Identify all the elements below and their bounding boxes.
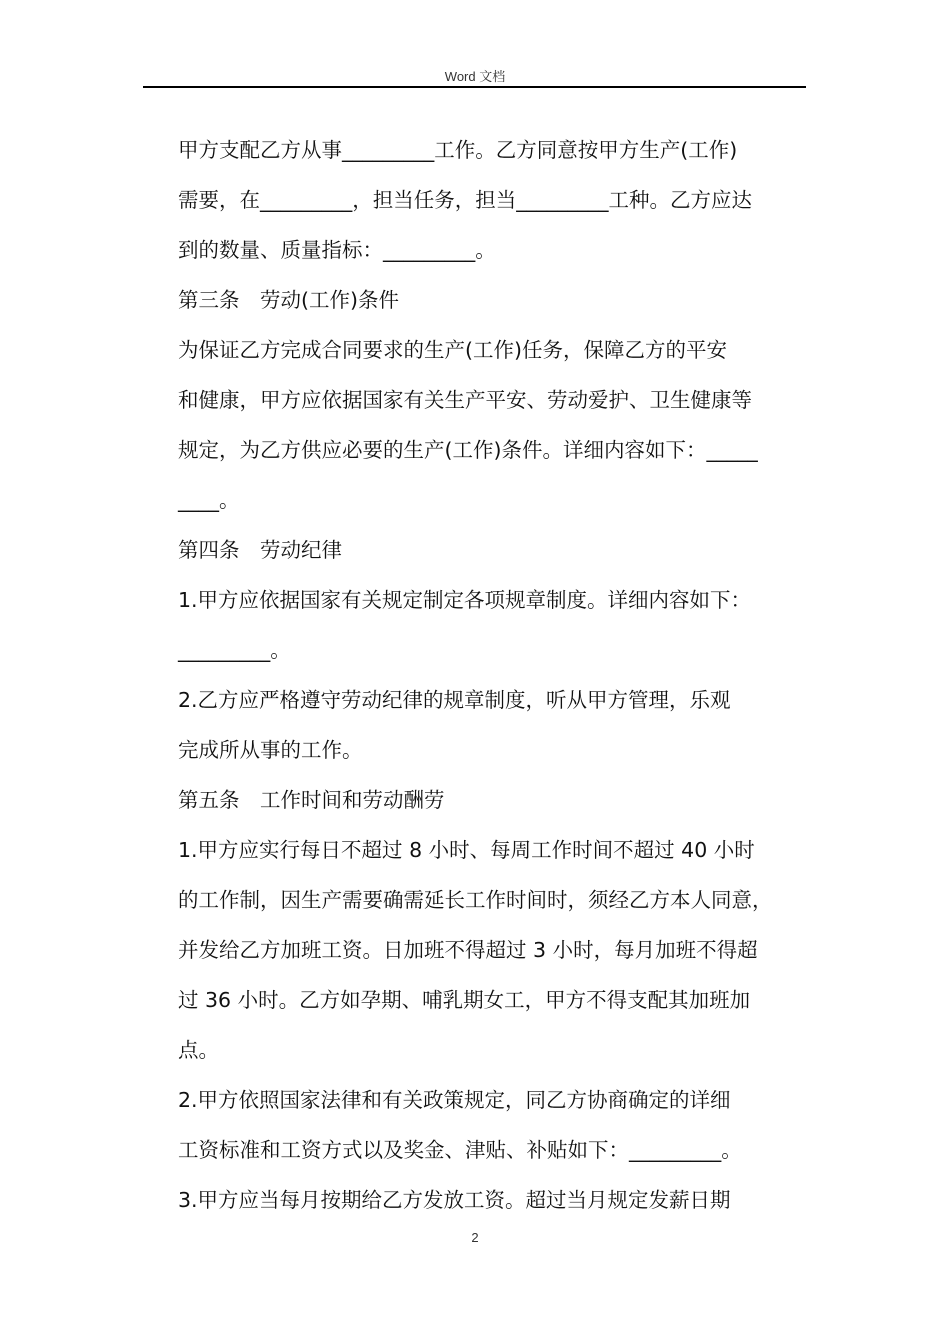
section-heading: 第五条 工作时间和劳动酬劳: [178, 788, 445, 812]
body-line: ____。: [178, 488, 240, 512]
body-line: 过 36 小时。乙方如孕期、哺乳期女工，甲方不得支配其加班加: [178, 988, 751, 1012]
body-line: 的工作制，因生产需要确需延长工作时间时，须经乙方本人同意，: [178, 888, 773, 912]
body-line: 完成所从事的工作。: [178, 738, 363, 762]
page-number: 2: [471, 1230, 479, 1245]
body-line: 工资标准和工资方式以及奖金、津贴、补贴如下：_________。: [178, 1138, 742, 1162]
body-line: 需要，在_________，担当任务，担当_________工种。乙方应达: [178, 188, 752, 212]
body-line: 并发给乙方加班工资。日加班不得超过 3 小时，每月加班不得超: [178, 938, 758, 962]
body-line: 1.甲方应依据国家有关规定制定各项规章制度。详细内容如下：: [178, 588, 752, 612]
section-heading: 第三条 劳动(工作)条件: [178, 288, 399, 312]
body-line: 点。: [178, 1038, 219, 1062]
body-line: 规定，为乙方供应必要的生产(工作)条件。详细内容如下：_____: [178, 438, 758, 462]
body-line: 和健康，甲方应依据国家有关生产平安、劳动爱护、卫生健康等: [178, 388, 752, 412]
document-body: [178, 125, 808, 1225]
page-header-title: Word 文档: [444, 69, 506, 84]
body-line: 2.乙方应严格遵守劳动纪律的规章制度，听从甲方管理，乐观: [178, 688, 731, 712]
body-line: 1.甲方应实行每日不超过 8 小时、每周工作时间不超过 40 小时: [178, 838, 755, 862]
body-line: 2.甲方依照国家法律和有关政策规定，同乙方协商确定的详细: [178, 1088, 731, 1112]
body-line: 到的数量、质量指标：_________。: [178, 238, 496, 262]
body-line: 3.甲方应当每月按期给乙方发放工资。超过当月规定发薪日期: [178, 1188, 731, 1212]
body-line: 甲方支配乙方从事_________工作。乙方同意按甲方生产(工作): [178, 138, 738, 162]
header-divider: [143, 86, 806, 88]
section-heading: 第四条 劳动纪律: [178, 538, 342, 562]
body-line: _________。: [178, 638, 291, 662]
body-line: 为保证乙方完成合同要求的生产(工作)任务，保障乙方的平安: [178, 338, 727, 362]
